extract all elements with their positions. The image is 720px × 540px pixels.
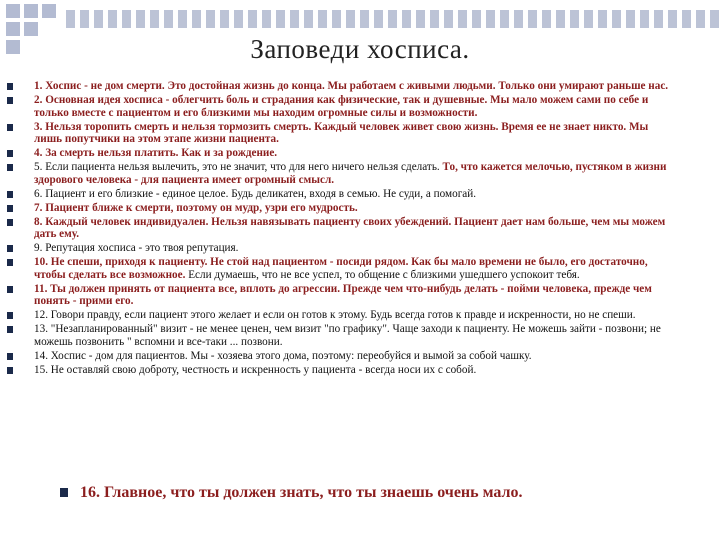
square-bullet-icon xyxy=(7,353,13,360)
commandments-list xyxy=(0,80,720,378)
header-stripe xyxy=(66,10,720,28)
commandment-segment: 11. Ты должен принять от пациента все, вплоть до агрессии. Прежде чем что-нибудь делать - пойми человека, прежде чем понять - прими его. xyxy=(34,282,652,308)
square-bullet-icon xyxy=(7,150,13,157)
commandment-item xyxy=(0,256,720,281)
square-bullet-icon xyxy=(60,488,68,497)
commandment-item xyxy=(0,161,720,186)
square-bullet-icon xyxy=(7,367,13,374)
commandment-text xyxy=(34,188,676,201)
commandment-item xyxy=(0,283,720,308)
commandment-item xyxy=(0,350,720,363)
commandment-segment: 6. Пациент и его близкие - единое целое. Будь деликатен, входя в семью. Не суди, а помогай. xyxy=(34,187,477,200)
commandment-item xyxy=(0,80,720,93)
decor-square xyxy=(42,4,56,18)
commandment-segment: 7. Пациент ближе к смерти, поэтому он мудр, узри его мудрость. xyxy=(34,201,358,214)
commandment-item xyxy=(0,147,720,160)
commandment-segment: 1. Хоспис - не дом смерти. Это достойная жизнь до конца. Мы работаем с живыми людьми. Только они умирают раньше нас. xyxy=(34,80,669,92)
commandment-segment: 10. Не спеши, приходя к пациенту. Не стой над пациентом - посиди рядом. Как бы мало времени не было, его достаточно, чтобы сделать все возможное. xyxy=(34,256,648,281)
square-bullet-icon xyxy=(7,205,13,212)
commandment-text xyxy=(34,121,676,146)
commandment-text xyxy=(34,323,676,348)
commandment-segment: 15. Не оставляй свою доброту, честность и искренность у пациента - всегда носи их с собой. xyxy=(34,363,477,376)
commandment-item xyxy=(0,242,720,255)
commandment-item xyxy=(0,216,720,241)
commandment-item xyxy=(0,188,720,201)
square-bullet-icon xyxy=(7,191,13,198)
square-bullet-icon xyxy=(7,164,13,171)
commandment-text xyxy=(34,216,676,241)
commandment-segment: 12. Говори правду, если пациент этого желает и если он готов к этому. Будь всегда готов к правде и искренности, но не спеши. xyxy=(34,309,636,322)
commandment-text xyxy=(34,283,676,308)
commandment-text xyxy=(34,309,676,322)
decor-square xyxy=(6,4,20,18)
commandment-segment: 13. "Незапланированный" визит - не менее ценен, чем визит "по графику". Чаще заходи к пациенту. Не можешь зайти - позвони; не можешь позвонить " вспомни и все-таки ... позвони. xyxy=(34,323,661,348)
commandment-segment: 8. Каждый человек индивидуален. Нельзя навязывать пациенту своих убеждений. Пациент дает нам больше, чем мы можем дать ему. xyxy=(34,215,666,241)
commandment-text xyxy=(34,202,676,215)
commandment-item xyxy=(0,94,720,119)
commandment-segment: Если думаешь, что не все успел, то общение с близкими ушедшего успокоит тебя. xyxy=(185,268,580,281)
commandment-text xyxy=(34,364,676,377)
commandment-text xyxy=(34,80,676,93)
commandment-item xyxy=(0,364,720,377)
square-bullet-icon xyxy=(7,245,13,252)
square-bullet-icon xyxy=(7,219,13,226)
page-title: Заповеди хосписа. xyxy=(250,34,470,64)
commandment-segment: 2. Основная идея хосписа - облегчить боль и страдания как физические, так и душевные. Мы мало можем сами по себе и только вместе с пациентом и его близкими мы находим огромные силы и возможности. xyxy=(34,93,649,119)
square-bullet-icon xyxy=(7,312,13,319)
commandment-segment: 9. Репутация хосписа - это твоя репутация. xyxy=(34,242,239,255)
square-bullet-icon xyxy=(7,83,13,90)
commandment-item xyxy=(0,202,720,215)
commandment-text xyxy=(34,161,676,186)
commandment-segment: 5. Если пациента нельзя вылечить, это не значит, что для него ничего нельзя сделать. xyxy=(34,161,443,174)
decor-square xyxy=(24,4,38,18)
commandment-text xyxy=(34,350,676,363)
commandment-text xyxy=(34,147,676,160)
square-bullet-icon xyxy=(7,326,13,333)
commandment-item xyxy=(0,121,720,146)
commandment-segment: 14. Хоспис - дом для пациентов. Мы - хозяева этого дома, поэтому: переобуйся и вымой за собой чашку. xyxy=(34,349,532,362)
commandment-segment: 4. За смерть нельзя платить. Как и за рождение. xyxy=(34,147,278,160)
commandment-text xyxy=(34,94,676,119)
square-bullet-icon xyxy=(7,286,13,293)
square-bullet-icon xyxy=(7,259,13,266)
final-commandment-text: 16. Главное, что ты должен знать, что ты знаешь очень мало. xyxy=(80,484,523,501)
square-bullet-icon xyxy=(7,97,13,104)
square-bullet-icon xyxy=(7,124,13,131)
commandment-item xyxy=(0,309,720,322)
commandment-item xyxy=(0,323,720,348)
commandment-segment: 3. Нельзя торопить смерть и нельзя тормозить смерть. Каждый человек живет свою жизнь. Время ее не знает никто. Мы лишь попутчики на этом этапе жизни пациента. xyxy=(34,120,649,146)
commandment-segment: То, что кажется мелочью, пустяком в жизни здорового человека - для пациента имеет огромный смысл. xyxy=(34,161,667,186)
commandment-text xyxy=(34,242,676,255)
commandment-text xyxy=(34,256,676,281)
final-commandment xyxy=(80,484,523,502)
